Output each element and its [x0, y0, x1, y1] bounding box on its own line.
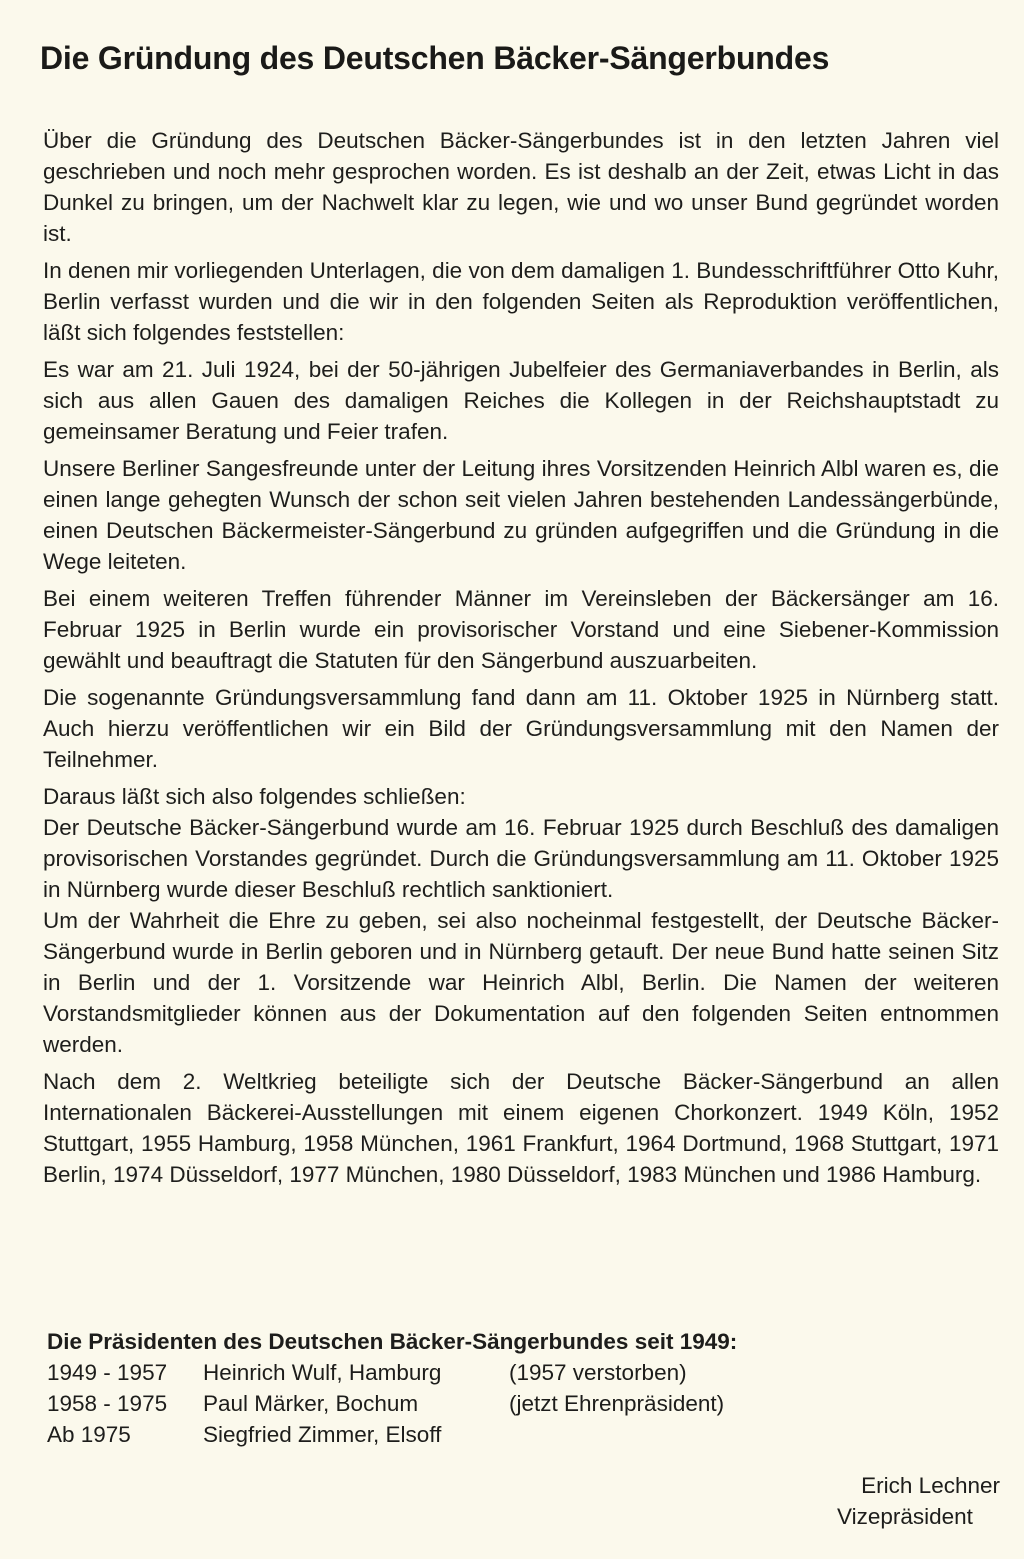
paragraph-truth: Um der Wahrheit die Ehre zu geben, sei also nocheinmal festgestellt, der Deutsche Bäcker-Sängerbund wurde in Berlin geboren und in Nürnberg getauft. Der neue Bund hatte seinen Sitz in Berlin und der 1. Vorsitzende war Heinrich Albl, Berlin. Die Namen der weiteren Vorstandsmitglieder können aus der Dokumentation auf den folgenden Seiten entnommen werden. [43, 908, 999, 1057]
president-note [509, 1419, 909, 1450]
president-row [47, 1357, 947, 1388]
paragraph-founding-assembly: Die sogenannte Gründungsversammlung fand dann am 11. Oktober 1925 in Nürnberg statt. Auch hierzu veröffentlichen wir ein Bild der Gründungsversammlung mit den Namen der Teilnehmer. [43, 685, 999, 772]
paragraph-1924: Es war am 21. Juli 1924, bei der 50-jährigen Jubelfeier des Germaniaverbandes in Berlin, als sich aus allen Gauen des damaligen Reiches die Kollegen in der Reichshauptstadt zu gemeinsamer Beratung und Feier trafen. [43, 357, 999, 444]
presidents-heading: Die Präsidenten des Deutschen Bäcker-Sängerbundes seit 1949: [47, 1329, 738, 1354]
president-row [47, 1388, 947, 1419]
paragraph-conclusion: Der Deutsche Bäcker-Sängerbund wurde am 16. Februar 1925 durch Beschluß des damaligen provisorischen Vorstandes gegründet. Durch die Gründungsversammlung am 11. Oktober 1925 in Nürnberg wurde dieser Beschluß rechtlich sanktioniert. [43, 815, 999, 902]
article-body [43, 125, 999, 1196]
president-years: 1949 - 1957 [47, 1360, 168, 1385]
page-title: Die Gründung des Deutschen Bäcker-Sängerbundes [40, 40, 830, 76]
president-note: (1957 verstorben) [509, 1360, 687, 1385]
presidents-section [47, 1326, 947, 1450]
president-name: Heinrich Wulf, Hamburg [203, 1360, 442, 1385]
paragraph-1925-meeting: Bei einem weiteren Treffen führender Männer im Vereinsleben der Bäckersänger am 16. Februar 1925 in Berlin wurde ein provisorischer Vorstand und eine Siebener-Kommission gewählt und beauftragt die Statuten für den Sängerbund auszuarbeiten. [43, 586, 999, 673]
paragraph-sources: In denen mir vorliegenden Unterlagen, die von dem damaligen 1. Bundesschriftführer Otto Kuhr, Berlin verfasst wurden und die wir in den folgenden Seiten als Reproduktion veröffentlichen, läßt sich folgendes feststellen: [43, 258, 999, 345]
paragraph-conclusion-intro: Daraus läßt sich also folgendes schließen: [43, 784, 466, 809]
president-years: 1958 - 1975 [47, 1391, 168, 1416]
president-years: Ab 1975 [47, 1422, 131, 1447]
signature-name: Erich Lechner [861, 1473, 1000, 1498]
paragraph-postwar: Nach dem 2. Weltkrieg beteiligte sich der Deutsche Bäcker-Sängerbund an allen Internationalen Bäckerei-Ausstellungen mit einem eigenen Chorkonzert. 1949 Köln, 1952 Stuttgart, 1955 Hamburg, 1958 München, 1961 Frankfurt, 1964 Dortmund, 1968 Stuttgart, 1971 Berlin, 1974 Düsseldorf, 1977 München, 1980 Düsseldorf, 1983 München und 1986 Hamburg. [43, 1069, 999, 1187]
president-name: Paul Märker, Bochum [203, 1391, 419, 1416]
president-name: Siegfried Zimmer, Elsoff [203, 1422, 442, 1447]
signature-block [800, 1470, 1000, 1532]
president-note: (jetzt Ehrenpräsident) [509, 1391, 725, 1416]
paragraph-berlin-singers: Unsere Berliner Sangesfreunde unter der Leitung ihres Vorsitzenden Heinrich Albl waren es, die einen lange gehegten Wunsch der schon seit vielen Jahren bestehenden Landessängerbünde, einen Deutschen Bäckermeister-Sängerbund zu gründen aufgegriffen und die Gründung in die Wege leiteten. [43, 456, 999, 574]
paragraph-intro: Über die Gründung des Deutschen Bäcker-Sängerbundes ist in den letzten Jahren viel geschrieben und noch mehr gesprochen worden. Es ist deshalb an der Zeit, etwas Licht in das Dunkel zu bringen, um der Nachwelt klar zu legen, wie und wo unser Bund gegründet worden ist. [43, 128, 999, 246]
signature-role: Vizepräsident [837, 1504, 973, 1529]
president-row [47, 1419, 947, 1450]
